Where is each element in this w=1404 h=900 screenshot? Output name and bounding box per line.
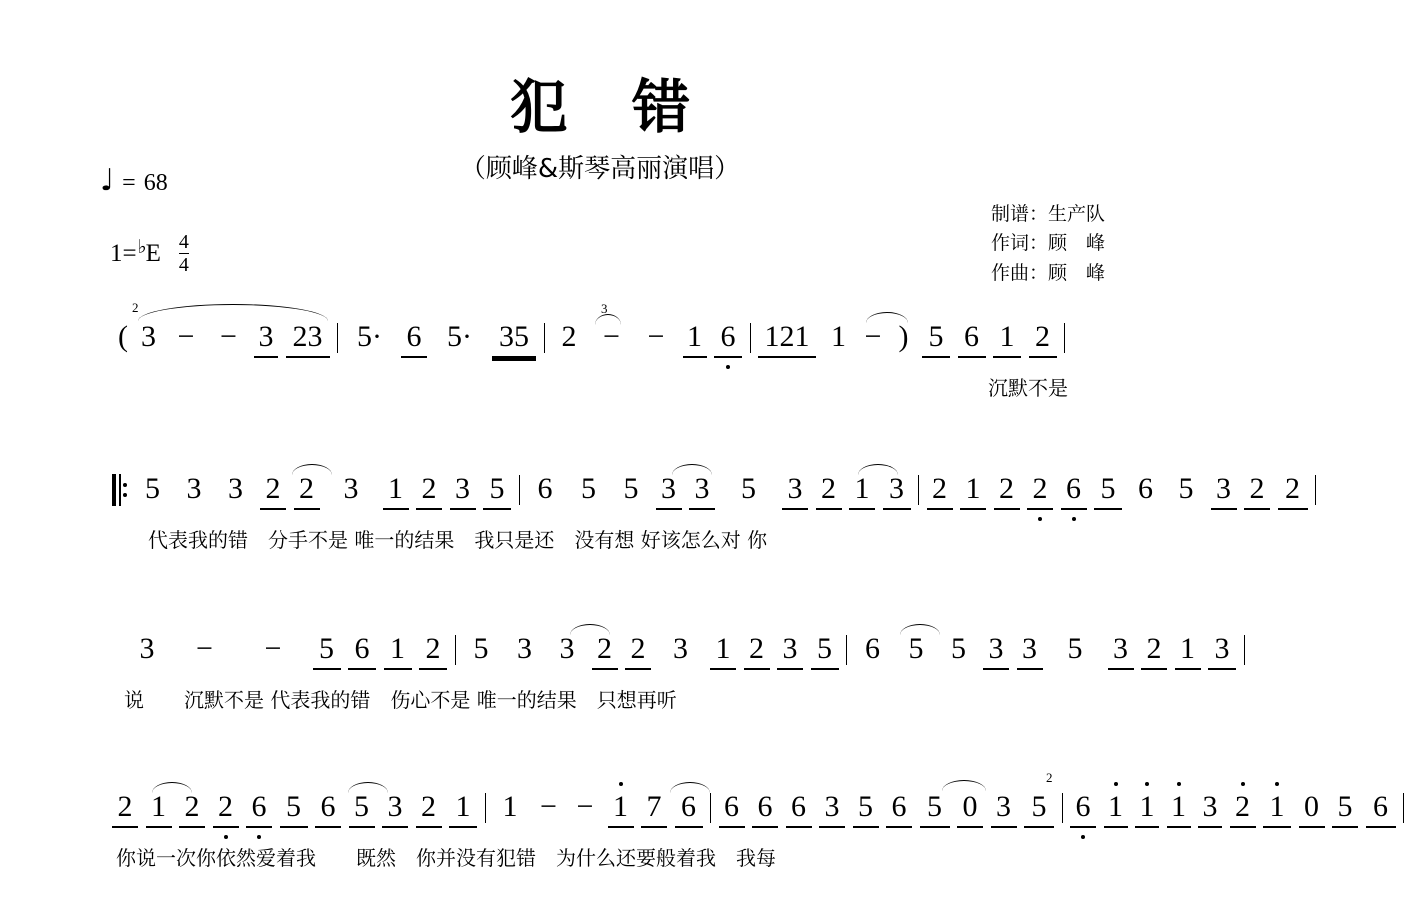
note: 5 [1094,472,1122,510]
tempo-bpm: 68 [143,169,168,196]
tie [570,624,610,635]
note: 6 [752,790,778,828]
note: 1 [502,790,518,823]
note: 5· [447,320,472,353]
tie [858,464,898,475]
note: 5 [581,472,596,505]
note: 3 [777,632,803,670]
page-title: 犯 错 [509,73,713,141]
tie [670,782,710,793]
tie [672,464,712,475]
tuplet-number: 2 [132,300,139,315]
note: 5 [473,632,489,665]
note: 5 [951,632,966,665]
note-extend: − [603,320,620,353]
barline [1244,635,1245,665]
note: 2 [1244,472,1270,510]
flat-icon: ♭ [137,236,147,258]
repeat-start-barline [112,474,128,506]
note-extend: − [540,790,557,823]
note: 2 [419,632,447,670]
note: 5 [483,472,511,510]
music-system-4 [0,770,1388,900]
barline [750,323,751,353]
note: 1 [683,320,707,358]
tie [292,464,332,475]
tie [900,624,940,635]
note: 1 [1175,632,1201,670]
note: 7 [641,790,667,828]
music-system-1 [0,300,1200,430]
system-4-lyrics: 你说一次你依然爱着我 既然 你并没有犯错 为什么还要般着我 我每 [116,846,776,870]
note: 5 [811,632,839,670]
slur [138,304,328,321]
note: 1 [608,790,634,828]
note: 5 [623,472,639,505]
note: 1 [146,790,172,828]
note: 5 [741,472,756,505]
note: 1 [449,790,477,828]
note: 2 [592,632,618,670]
system-1-notes [118,320,1065,366]
note: 6 [1061,472,1087,510]
note: 2 [260,472,286,510]
system-2-notes [112,472,1316,518]
note: 3 [689,472,715,510]
system-4-notes [112,790,1404,836]
note: 3 [1108,632,1134,670]
note-extend: − [220,320,237,353]
note: 1 [831,320,846,353]
note: 5 [922,320,950,358]
barline [485,793,486,823]
time-signature [179,232,189,276]
note: 5 [1067,632,1083,665]
note: 3 [1211,472,1237,510]
music-system-2 [0,472,1300,582]
note: 1 [1263,790,1291,828]
open-paren: ( [118,320,128,353]
note: 6 [348,632,376,670]
note-group: 121 [758,320,816,358]
credit-arranger: 制谱：生产队 [990,203,1105,225]
system-3-lyrics: 说 沉默不是 代表我的错 伤心不是 唯一的结果 只想再听 [124,688,677,712]
note: 1 [1104,790,1128,828]
note-group: 23 [286,320,330,358]
note-group: 35 [492,320,536,358]
note: 2 [561,320,577,353]
note: 3 [1017,632,1043,670]
note: 3 [343,472,359,505]
note: 3 [1208,632,1236,670]
barline [544,323,545,353]
note: 6 [958,320,986,358]
barline [519,475,520,505]
note-extend: − [647,320,665,353]
note: 0 [957,790,983,828]
note: 1 [383,472,409,510]
system-1-lyrics: 沉默不是 [988,376,1068,400]
barline [710,793,711,823]
note: 5 [853,790,879,828]
note-extend: − [177,320,195,353]
quarter-note-icon: ♩ [100,163,115,198]
note: 3 [228,472,243,505]
note: 5 [1024,790,1054,828]
note: 2 [1278,472,1308,510]
note: 2 [294,472,320,510]
note: 3 [1198,790,1222,828]
tempo-marking [100,163,168,198]
note: 3 [517,632,532,665]
note: 3 [382,790,408,828]
system-2-lyrics: 代表我的错 分手不是 唯一的结果 我只是还 没有想 好该怎么对 你 [148,528,768,552]
note: 3 [186,472,202,505]
credit-composer: 作曲：顾 峰 [990,261,1105,284]
note: 2 [1029,320,1057,358]
note: 5 [920,790,950,828]
note: 3 [450,472,476,510]
note-extend: − [264,632,282,665]
note: 2 [213,790,239,828]
note: 6 [786,790,812,828]
tuplet-number: 2 [1046,770,1053,785]
key-letter: E [145,240,161,267]
note: 6 [537,472,553,505]
note: 3 [656,472,682,510]
barline [1064,323,1065,353]
tie [348,782,388,793]
credit-lyricist: 作词：顾 峰 [990,232,1105,255]
note: 6 [401,320,427,358]
note: 2 [179,790,205,828]
time-signature-numerator: 4 [178,231,189,253]
note: 6 [865,632,880,665]
note: 1 [1167,790,1191,828]
barline [1315,475,1316,505]
note: 3 [883,472,911,510]
note: 2 [744,632,770,670]
page-subtitle: （顾峰&斯琴高丽演唱） [459,154,741,184]
note: 3 [819,790,845,828]
note: 3 [673,632,688,665]
music-system-3 [0,632,1230,742]
note-extend: − [864,320,882,353]
note: 2 [927,472,953,510]
note: 1 [384,632,412,670]
tie [866,312,908,323]
barline [337,323,338,353]
note: 5· [357,320,382,353]
note: 5 [349,790,375,828]
note: 3 [991,790,1017,828]
note: 6 [675,790,703,828]
system-3-notes [126,632,1245,678]
key-signature [110,232,189,276]
note: 5 [1178,472,1194,505]
note: 5 [1332,790,1358,828]
note: 5 [313,632,341,670]
credits-block [991,200,1105,288]
note: 3 [139,632,155,665]
note: 5 [908,632,924,665]
note: 6 [1138,472,1153,505]
note: 3 [559,632,575,665]
note: 6 [246,790,272,828]
note: 6 [714,320,742,358]
note: 2 [416,472,442,510]
tuplet-number: 3 [601,301,608,316]
note: 2 [816,472,842,510]
note: 5 [145,472,160,505]
tempo-equals: = [122,169,136,196]
barline [455,635,456,665]
note: 2 [1141,632,1167,670]
note: 1 [960,472,986,510]
tie [595,314,621,325]
barline [1062,793,1063,823]
note: 3 [983,632,1009,670]
note: 2 [994,472,1020,510]
note: 6 [1070,790,1096,828]
note: 2 [1230,790,1256,828]
note: 2 [416,790,442,828]
note: 6 [886,790,912,828]
note: 6 [1366,790,1396,828]
note: 1 [849,472,875,510]
barline [918,475,919,505]
tie [152,782,192,793]
note: 2 [1027,472,1053,510]
note: 1 [1135,790,1159,828]
note: 2 [625,632,651,670]
close-paren: ) [898,320,909,353]
note: 3 [141,320,156,353]
note: 6 [719,790,745,828]
note-extend: − [196,632,213,665]
note: 3 [782,472,808,510]
note: 5 [280,790,308,828]
note-extend: − [576,790,594,823]
tie [942,780,986,791]
note: 2 [112,790,138,828]
note: 6 [315,790,341,828]
time-signature-denominator: 4 [178,254,189,276]
note: 1 [710,632,736,670]
key-prefix: 1= [110,240,137,267]
note: 1 [993,320,1021,358]
note: 0 [1299,790,1325,828]
note: 3 [254,320,278,358]
barline [846,635,847,665]
